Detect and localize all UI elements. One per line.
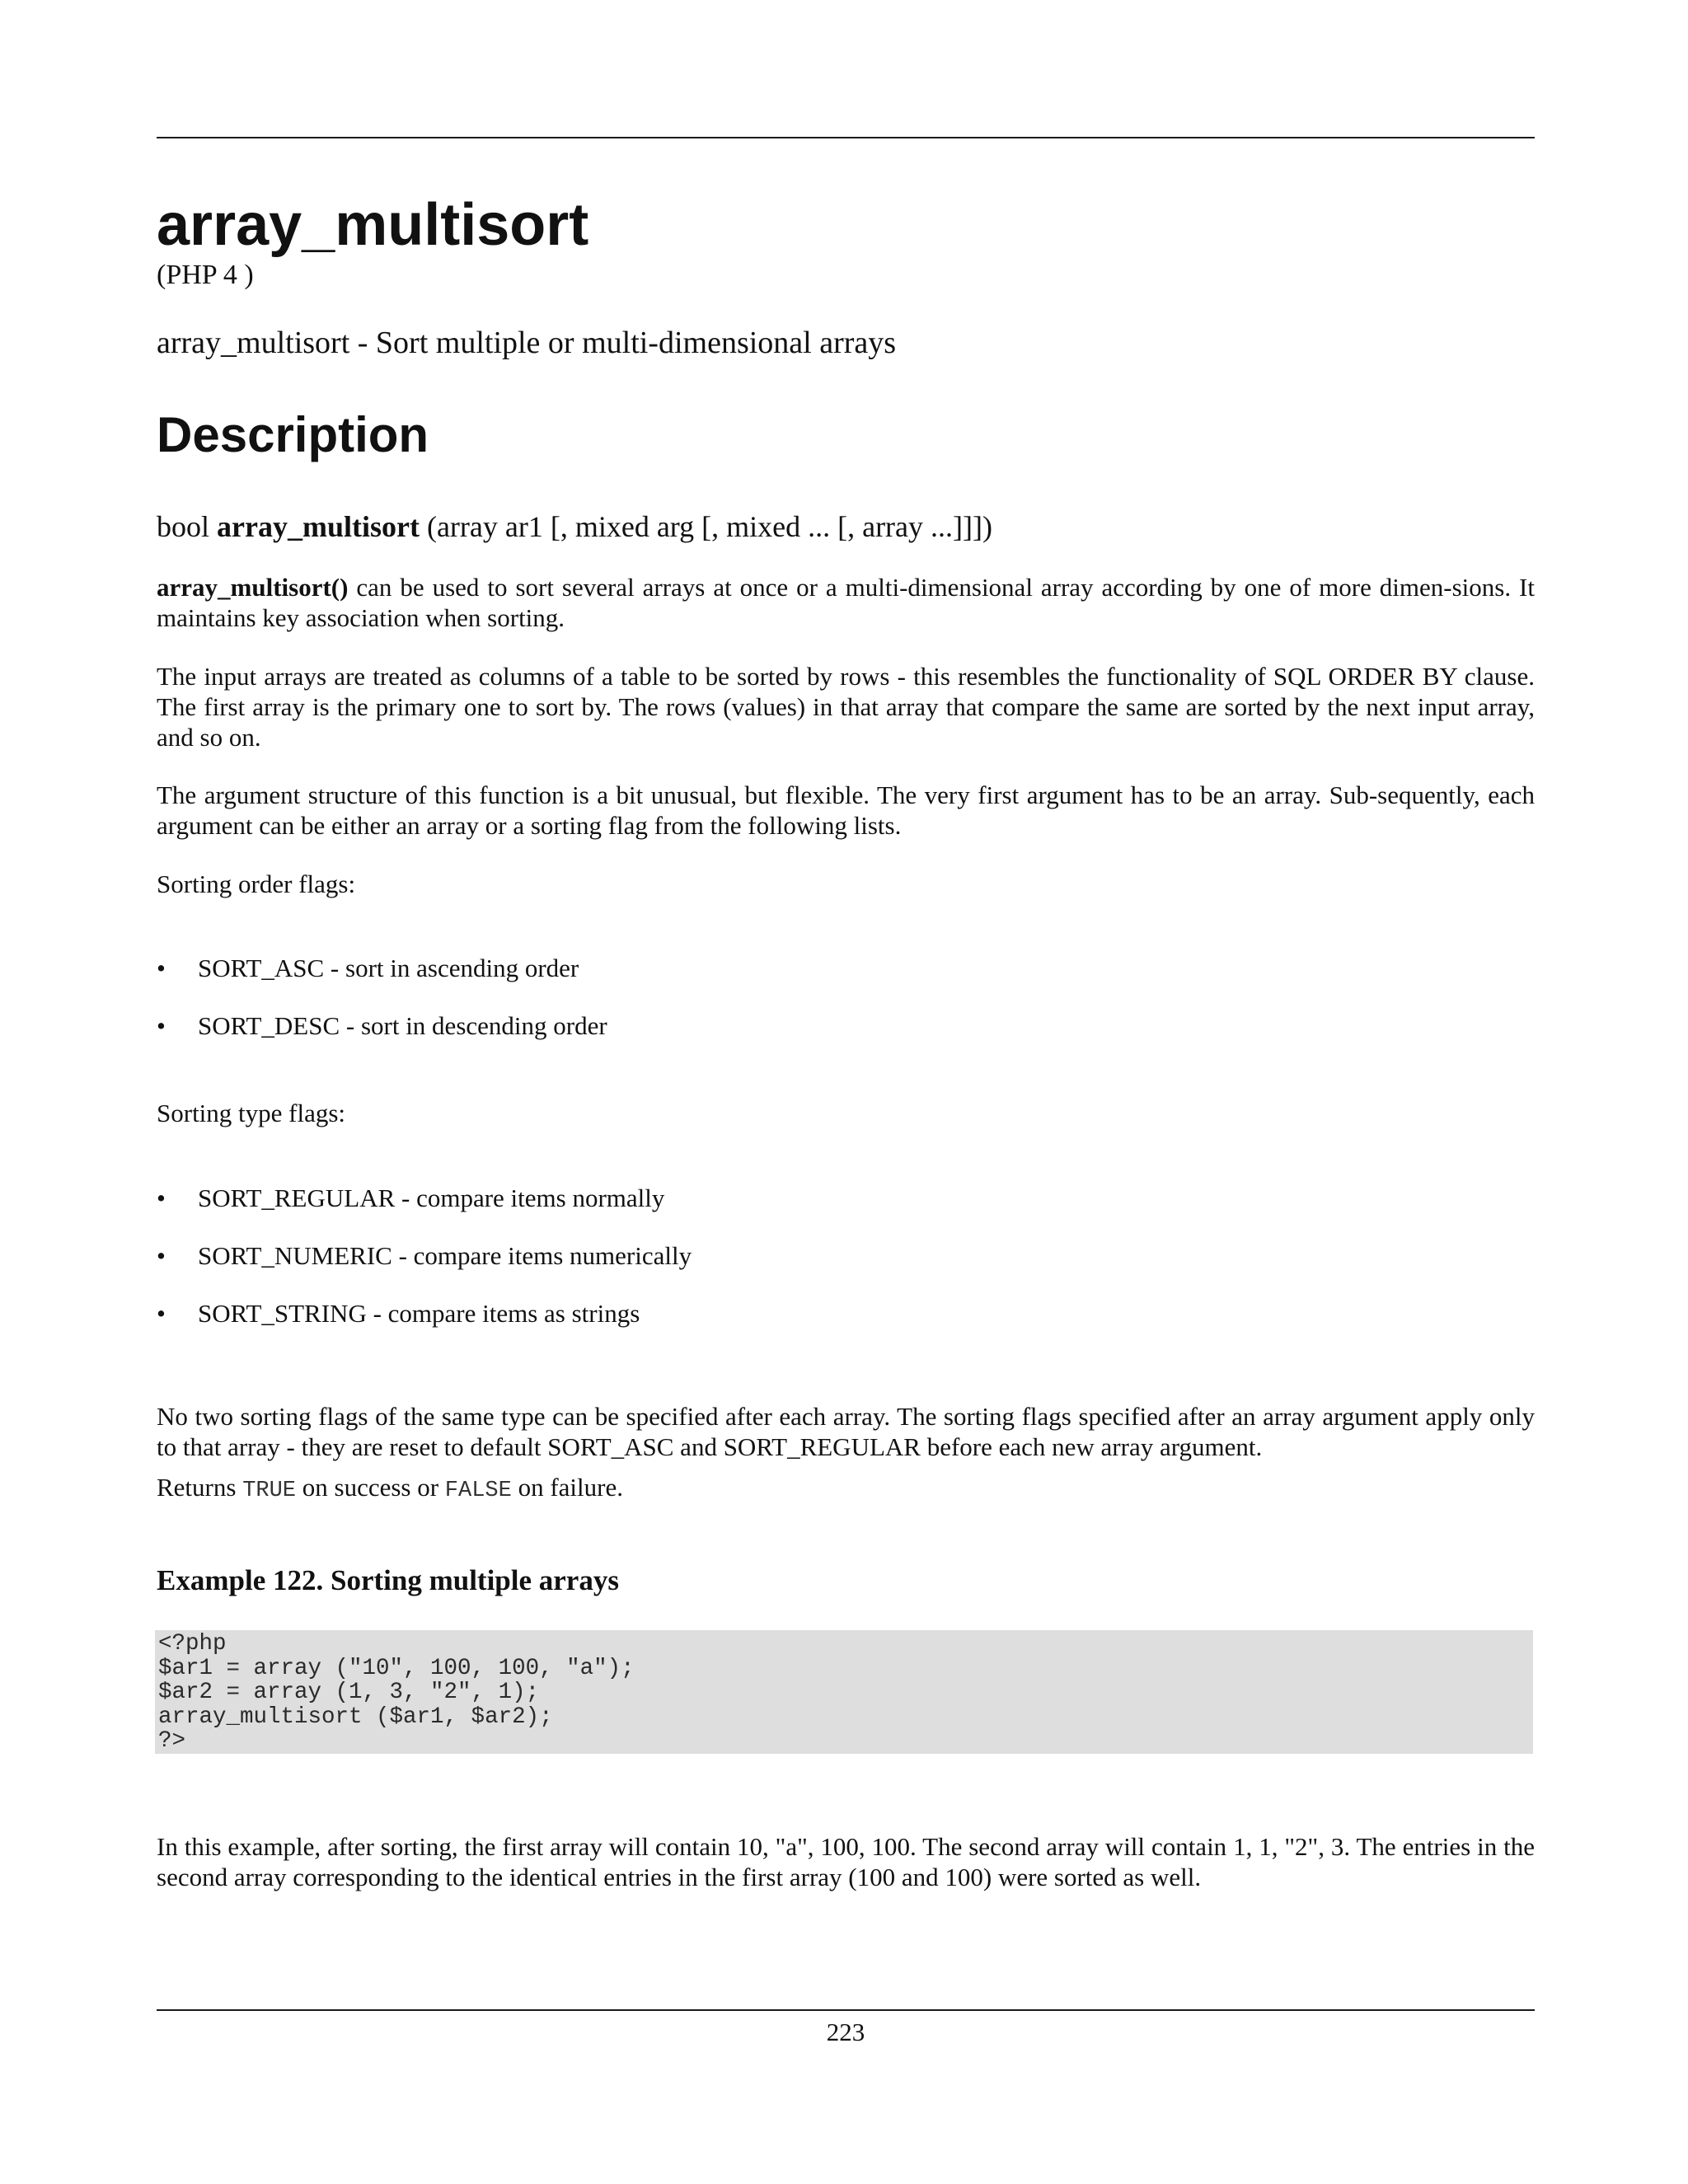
sorting-flags-note: No two sorting flags of the same type can be specified after each array. The sorting flags specified after an array argument apply only to that array - they are reset to default SORT_ASC and SORT_REGULAR before each new array argument. <box>157 1402 1535 1461</box>
description-paragraph-2: The input arrays are treated as columns of a table to be sorted by rows - this resembles the functionality of SQL ORDER BY clause. The first array is the primary one to sort by. The rows (values) in that array that compare the same are sorted by the next input array, and so on. <box>157 662 1535 752</box>
true-constant: TRUE <box>242 1479 296 1503</box>
paragraph-text: can be used to sort several arrays at once or a multi-dimensional array according by one of more dimen-sions. It maintains key association when sorting. <box>157 573 1535 632</box>
sort-order-flags-label: Sorting order flags: <box>157 869 356 898</box>
sort-type-flags-label: Sorting type flags: <box>157 1099 346 1127</box>
section-heading-description: Description <box>157 407 429 462</box>
top-rule <box>157 137 1535 138</box>
bullet-icon: • <box>157 1011 166 1040</box>
list-item-text: SORT_ASC - sort in ascending order <box>198 954 579 982</box>
list-item-text: SORT_NUMERIC - compare items numerically <box>198 1241 692 1270</box>
page-number: 223 <box>826 2018 865 2046</box>
list-item <box>157 1240 692 1298</box>
false-constant: FALSE <box>444 1479 512 1503</box>
sort-order-flags-list <box>157 953 607 1068</box>
list-item-text: SORT_DESC - sort in descending order <box>198 1011 607 1040</box>
sort-type-flags-list <box>157 1183 692 1356</box>
example-title: Example 122. Sorting multiple arrays <box>157 1564 619 1596</box>
list-item-text: SORT_STRING - compare items as strings <box>198 1299 640 1328</box>
bullet-icon: • <box>157 954 166 982</box>
example-explanation: In this example, after sorting, the first array will contain 10, "a", 100, 100. The second array will contain 1, 1, "2", 3. The entries in the second array corresponding to the identical entries in the first array (100 and 100) were sorted as well. <box>157 1832 1535 1891</box>
return-text: on success or <box>296 1473 445 1502</box>
return-text: Returns <box>157 1473 243 1502</box>
bottom-rule <box>157 2009 1535 2011</box>
return-text: on failure. <box>511 1473 623 1502</box>
return-values <box>157 1472 1535 1507</box>
description-paragraph-3: The argument structure of this function is a bit unusual, but flexible. The very first argument has to be an array. Sub-sequently, each argument can be either an array or a sorting flag from the following lists. <box>157 780 1535 840</box>
synopsis-params: (array ar1 [, mixed arg [, mixed ... [, array ...]]]) <box>426 510 992 543</box>
list-item <box>157 1298 692 1356</box>
list-item <box>157 1010 607 1068</box>
list-item-text: SORT_REGULAR - compare items normally <box>198 1183 665 1212</box>
document-page <box>157 0 1535 2184</box>
synopsis-return-type: bool <box>157 510 210 543</box>
list-item <box>157 953 607 1010</box>
bullet-icon: • <box>157 1183 166 1212</box>
function-synopsis <box>157 508 992 546</box>
php-version: (PHP 4 ) <box>157 260 254 290</box>
list-item <box>157 1183 692 1240</box>
description-paragraph-1 <box>157 572 1535 633</box>
function-reference: array_multisort() <box>157 573 349 602</box>
code-block: <?php $ar1 = array ("10", 100, 100, "a"); $ar2 = array (1, 3, "2", 1); array_multisort ($ar1, $ar2); ?> <box>155 1630 1533 1754</box>
page-title: array_multisort <box>157 192 589 258</box>
bullet-icon: • <box>157 1241 166 1270</box>
function-purpose: array_multisort - Sort multiple or multi-dimensional arrays <box>157 326 897 360</box>
bullet-icon: • <box>157 1299 166 1328</box>
synopsis-function-name: array_multisort <box>217 510 420 543</box>
